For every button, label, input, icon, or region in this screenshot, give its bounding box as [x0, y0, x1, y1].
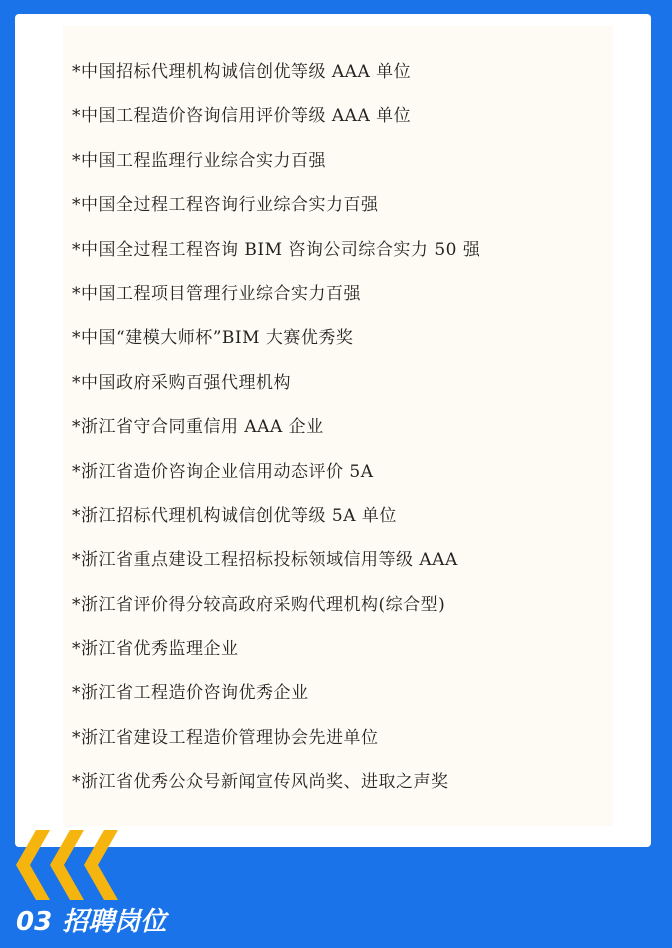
section-heading: [16, 902, 166, 942]
honor-item: *浙江省优秀监理企业: [72, 639, 239, 660]
honors-list: [72, 50, 480, 805]
honor-item: *浙江省优秀公众号新闻宣传风尚奖、进取之声奖: [72, 772, 449, 793]
honor-item: *浙江省造价咨询企业信用动态评价 5A: [72, 461, 374, 482]
section-number: 03: [16, 907, 53, 937]
honor-item: *浙江省建设工程造价管理协会先进单位: [72, 727, 379, 748]
honor-item: *中国工程项目管理行业综合实力百强: [72, 283, 361, 304]
honor-item: *中国工程造价咨询信用评价等级 AAA 单位: [72, 106, 412, 127]
section-title: 招聘岗位: [62, 907, 167, 937]
honor-item: *中国工程监理行业综合实力百强: [72, 150, 326, 171]
triple-chevron-left-icon: [14, 830, 134, 900]
honor-item: *中国“建模大师杯”BIM 大赛优秀奖: [72, 328, 354, 349]
honor-item: *中国全过程工程咨询 BIM 咨询公司综合实力 50 强: [72, 239, 481, 260]
honor-item: *浙江省重点建设工程招标投标领域信用等级 AAA: [72, 550, 458, 571]
honor-item: *浙江省工程造价咨询优秀企业: [72, 683, 309, 704]
honor-item: *浙江招标代理机构诚信创优等级 5A 单位: [72, 505, 397, 526]
honor-item: *浙江省守合同重信用 AAA 企业: [72, 417, 324, 438]
honor-item: *浙江省评价得分较高政府采购代理机构(综合型): [72, 594, 446, 615]
honor-item: *中国招标代理机构诚信创优等级 AAA 单位: [72, 62, 412, 82]
honor-item: *中国政府采购百强代理机构: [72, 372, 291, 393]
honor-item: *中国全过程工程咨询行业综合实力百强: [72, 195, 379, 216]
